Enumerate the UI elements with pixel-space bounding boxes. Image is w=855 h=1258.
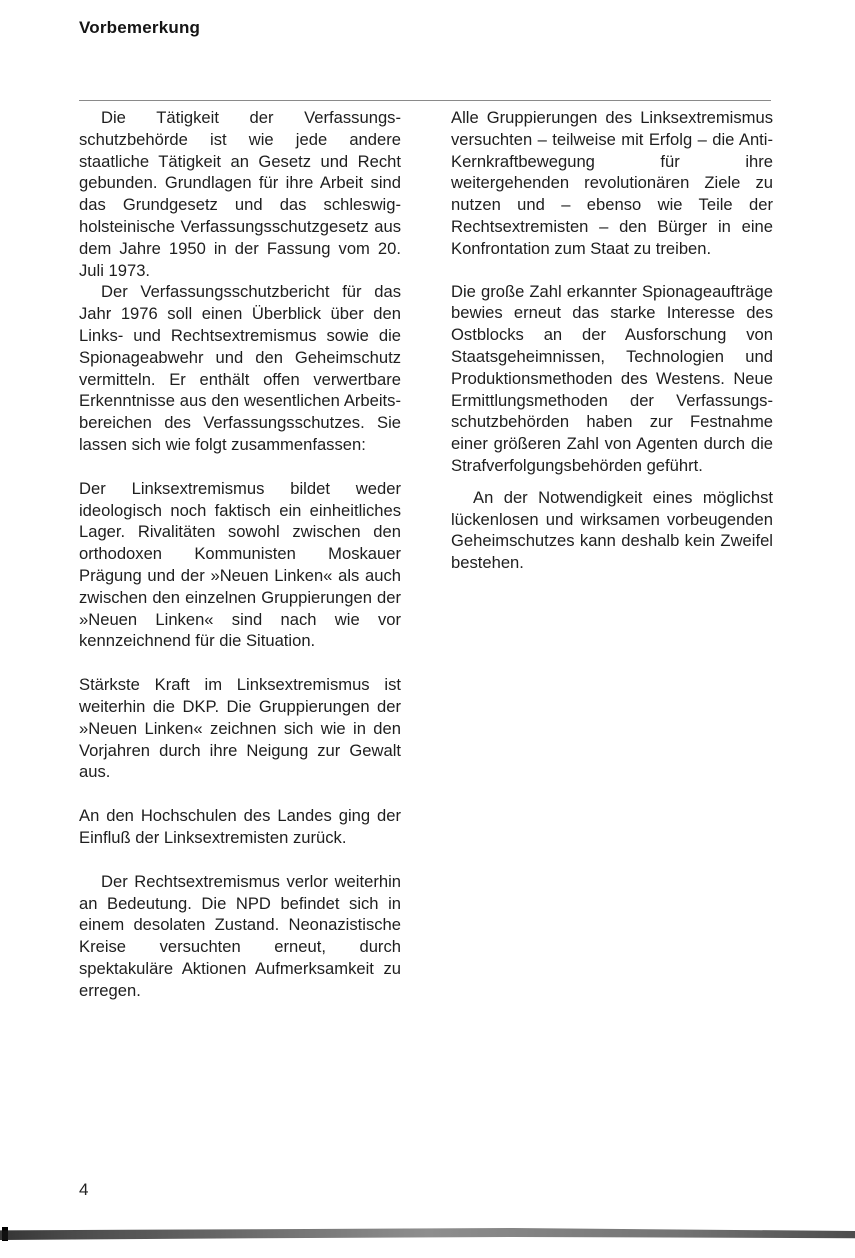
section-heading: Vorbemerkung: [79, 18, 201, 37]
paragraph-universities: An den Hochschulen des Landes ging der Einfluß der Linksextremisten zurück.: [79, 806, 401, 847]
scan-edge-bar: [0, 1228, 855, 1240]
right-text-column: [451, 107, 773, 574]
paragraph-right-extremism: Der Rechtsextremismus verlor weiterhin an Bedeutung. Die NPD befindet sich in einem desolaten Zustand. Neonazistische Kreise versuchten erneut, durch spektakuläre Aktionen Aufmerksamkeit zu erregen.: [79, 871, 401, 1000]
paragraph-secret-protection: An der Notwendigkeit eines möglichst lückenlosen und wirksamen vorbeugenden Geheimschutzes kann deshalb kein Zweifel bestehen.: [451, 487, 773, 573]
paragraph-report-overview: Der Verfassungsschutzbericht für das Jahr 1976 soll einen Überblick über den Links- und Rechtsextremismus sowie die Spionageabwehr und den Geheimschutz vermitteln. Er enthält offen verwertbare Erkenntnisse aus den wesentlichen Arbeitsbereichen des Verfassungsschutzes. Sie lassen sich wie folgt zusammenfassen:: [79, 282, 401, 454]
header-rule: [79, 100, 771, 101]
paragraph-anti-nuclear-movement: Alle Gruppierungen des Linksextremismus versuchten – teilweise mit Erfolg – die Anti-Kernkraftbewegung für ihre weitergehenden revolutionären Ziele zu nutzen und – ebenso wie Teile der Rechtsextremisten – den Bürger in eine Konfrontation zum Staat zu treiben.: [451, 108, 773, 258]
paragraph-left-extremism-split: Der Linksextremismus bildet weder ideologisch noch faktisch ein einheitliches Lager. Rivalitäten sowohl zwischen den orthodoxen Kommunisten Moskauer Prägung und der »Neuen Linken« als auch zwischen den einzelnen Gruppierungen der »Neuen Linken« sind nach wie vor kennzeichnend für die Situation.: [79, 478, 401, 651]
page-number: 4: [79, 1180, 89, 1199]
paragraph-espionage: Die große Zahl erkannter Spionageaufträge bewies erneut das starke Interesse des Ostblocks an der Ausforschung von Staatsgeheimnissen, Technologien und Produktionsmethoden des Westens. Neue Ermittlungsmethoden der Verfassungsschutzbehörden haben zur Festnahme einer größeren Zahl von Agenten durch die Strafverfolgungsbehörden geführt.: [451, 281, 773, 475]
left-text-column: [79, 107, 401, 1001]
paragraph-dkp-strongest: Stärkste Kraft im Linksextremismus ist weiterhin die DKP. Die Gruppierungen der »Neuen Linken« zeichnen sich wie in den Vorjahren durch ihre Neigung zur Gewalt aus.: [79, 675, 401, 782]
paragraph-intro-legal-basis: Die Tätigkeit der Verfassungsschutzbehörde ist wie jede andere staatliche Tätigkeit an Gesetz und Recht gebunden. Grundlagen für ihre Arbeit sind das Grundgesetz und das schleswig-holsteinische Verfassungsschutzgesetz aus dem Jahre 1950 in der Fassung vom 20. Juli 1973.: [79, 108, 401, 280]
